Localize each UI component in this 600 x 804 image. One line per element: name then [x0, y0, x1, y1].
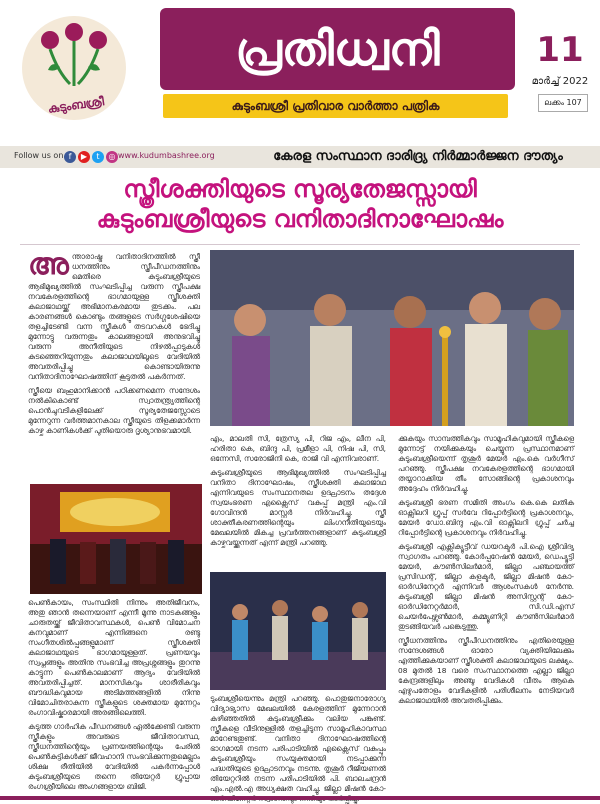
dance-photo-image [210, 572, 386, 690]
website-link[interactable]: www.kudumbashree.org [118, 151, 215, 160]
footer-rule [0, 796, 600, 800]
article-headline [30, 174, 570, 234]
paragraph: എം, മാലതി സി, ത്രേസ്യ പി, റിജ എം, ലീന പി, ഹരിതാ കെ, ബിന്ദു പി, പ്രമീളാ പി, നിഷ പി, സി, ഒന്നേസി, സരോജിനി കെ, രാജി വി എന്നിവരാണ്. [210, 434, 386, 463]
stage-photo-image [30, 484, 202, 594]
column-3 [398, 434, 574, 794]
publication-subtitle: കുടുംബശ്രീ പ്രതിവാര വാർത്താ പത്രിക [163, 94, 508, 118]
photo-stage-performers [30, 484, 202, 594]
headline-divider [20, 244, 580, 245]
twitter-icon[interactable]: t [92, 151, 104, 163]
headline-line-2: കുടുംബശ്രീയുടെ വനിതാദിനാഘോഷം [96, 205, 504, 233]
paragraph: സ്ത്രീധനത്തിനും സ്ത്രീപീഡനത്തിനും എതിരെയുള്ള സന്ദേശങ്ങൾ ഓരോ വ്യക്തിയിലേക്കും എത്തിക്കുകയാണ് സ്ത്രീശക്തി കലാജാഥയുടെ ലക്ഷ്യം. 08 മുതൽ 18 വരെ സംസ്ഥാനത്തെ എല്ലാ ജില്ലാ കേന്ദ്രങ്ങളിലും അഞ്ചു വേദികൾ വീതം ആകെ എഴുപതോളം വേദികളിൽ പരിശീലനം നേടിയവർ കലാജാഥയിൽ അവതരിപ്പിക്കും. [398, 636, 574, 705]
youtube-icon[interactable]: ▶ [78, 151, 90, 163]
issue-volume: ലക്കം 107 [538, 94, 588, 112]
issue-date: മാർച്ച് 2022 [531, 76, 589, 87]
paragraph: ക്കുകയും സാമ്പത്തികവും സാമൂഹികവുമായി സ്ത്രീകളെ മുന്നോട്ട് നയിക്കുകയും ചെയ്യുന്ന പ്രസ്ഥാനമാണ് കുടുംബശ്രീയെന്ന് തൃശൂർ മേയർ എം.കെ വർഗീസ് പറഞ്ഞു. സ്ത്രീപക്ഷ നവകേരളത്തിന്റെ ഭാഗമായി തയ്യാറാക്കിയ തീം സോങ്ങിന്റെ പ്രകാശനവും അദ്ദേഹം നിർവഹിച്ചു. [398, 434, 574, 493]
paragraph: സ്ത്രീയെ ബഹുമാനിക്കാൻ പഠിക്കണമെന്ന സന്ദേശം നൽകികൊണ്ട് സ്വാതന്ത്ര്യത്തിന്റെ പൊൻചുവടികളിലേക്ക് സൂര്യതേജസ്സോടെ മുന്നേറുന്ന വർത്തമാനകാല സ്ത്രീയുടെ തിളക്കമാർന്ന കാഴ്ച കാണികൾക്ക് പുതിയൊരു ദൃശ്യാനുഭവമായി. [28, 386, 200, 435]
publication-title: പ്രതിധ്വനി [160, 8, 515, 90]
column-1-top [28, 247, 200, 478]
instagram-icon[interactable]: ◎ [106, 151, 118, 163]
masthead [0, 0, 600, 145]
kudumbashree-logo [10, 12, 140, 140]
paragraph: കുടുംബശ്രീ എക്സിക്യൂട്ടീവ് ഡയറക്ടർ പി.ഐ ശ്രീവിദ്യ സ്വാഗതം പറഞ്ഞു. കോർപ്പറേഷൻ മേയർ, ഡെപ്യൂട്ടി മേയർ, കൗൺസിലർമാർ, ജില്ലാ പഞ്ചായത്ത് പ്രസിഡന്റ്, ജില്ലാ കളക്ടർ, ജില്ലാ മിഷൻ കോ-ഓർഡിനേറ്റർ എന്നിവർ ആശംസകൾ നേർന്നു. കുടുംബശ്രീ ജില്ലാ മിഷൻ അസിസ്റ്റന്റ് കോ-ഓർഡിനേറ്റർമാർ, സി.ഡി.എസ് ചെയർപേഴ്സൺമാർ, കമ്മ്യൂണിറ്റി കൗൺസിലർമാർ തുടങ്ങിയവർ പങ്കെടുത്തു. [398, 542, 574, 631]
facebook-icon[interactable]: f [64, 151, 76, 163]
column-2-bottom [210, 694, 386, 794]
paragraph: കുടുംബശ്രീ ഭരണ സമിതി അംഗം കെ.കെ ലതിക ഓക്സിലറി ഗ്രൂപ്പ് സർവേ റിപ്പോർട്ടിന്റെ പ്രകാശനവും, മേയർ ഡോ.ബിന്ദു എം.വി ഓക്സിലറി ഗ്രൂപ്പ് ചർച്ച റിപ്പോർട്ടിന്റെ പ്രകാശനവും നിർവഹിച്ചു. [398, 498, 574, 537]
photo-dance-performance [210, 572, 386, 690]
paragraph: ന്താരാഷ്ട്ര വനിതാദിനത്തിൽ സ്ത്രീ ധനത്തിനും സ്ത്രീപീഡനത്തിനും മെതിരെ കുടുംബശ്രീയുടെ ആഭിമുഖ്യത്തിൽ സംഘടിപ്പിച്ച വരുന്ന സ്ത്രീപക്ഷ നവകേരളത്തിന്റെ ഭാഗമായുള്ള സ്ത്രീശക്തി കലാജാഥയ്ക്ക് അഭിമാനകരമായ തുടക്കം. പല കാരണങ്ങൾ കൊണ്ടും തങ്ങളുടെ സർഗ്ഗശേഷിയെ തളച്ചിടേണ്ടി വന്ന സ്ത്രീകൾ തടവറകൾ ഭേദിച്ചു മുന്നോട്ടു വരുന്നതും കാലങ്ങളായി അനുഭവിച്ചു വരുന്ന അനീതിയുടെ നിഴൽപ്പാടുകൾ കുടഞ്ഞെറിയുന്നതും കലാജാഥയിലൂടെ വേദിയിൽ അവതരിപ്പിച്ചു കൊണ്ടായിരുന്നു വനിതാദിനാഘോഷത്തിന് കൂടുതൽ പകർന്നത്. [28, 252, 200, 381]
mission-slogan: കേരള സംസ്ഥാന ദാരിദ്ര്യ നിർമ്മാർജ്ജന ദൗത്യം [273, 149, 563, 164]
column-1-bottom [28, 598, 200, 794]
paragraph: കടുത്ത ഗാർഹിക പീഡനങ്ങൾ ഏൽക്കേണ്ടി വരുന്ന സ്ത്രീകളും അവരുടെ ജീവിതാവസ്ഥ, സ്ത്രീധനത്തിന്റെയും പ്രണയത്തിന്റെയും പേരിൽ പെൺകുട്ടികൾക്ക് ജീവഹാനി സംഭവിക്കുന്നതുമെല്ലാം ശിക്ഷ രീതിയിൽ വേദിയിൽ പകർന്നപ്പോൾ കുടുംബശ്രീയുടെ തന്നെ തിയേറ്റർ ഗ്രൂപ്പായ രംഗശ്രീയിലെ അംഗങ്ങളായ ബിജി. [28, 722, 200, 791]
column-2-top [210, 434, 386, 566]
paragraph: കുടുംബശ്രീയുടെ ആഭിമുഖ്യത്തിൽ സംഘടിപ്പിച്ച വനിതാ ദിനാഘോഷം, സ്ത്രീശക്തി കലാജാഥ എന്നിവയുടെ സംസ്ഥാനതല ഉദ്ഘാടനം തദ്ദേശ സ്വയംഭരണ എക്സൈസ് വകുപ്പ് മന്ത്രി എം.വി ഗോവിന്ദൻ മാസ്റ്റർ നിർവഹിച്ചു. സ്ത്രീ ശാക്തീകരണത്തിന്റെയും ലിംഗനീതിയുടെയും മേഖലയിൽ മികച്ച പ്രവർത്തനങ്ങളാണ് കുടുംബശ്രീ കാഴ്ചവയ്ക്കുന്നത് എന്ന് മന്ത്രി പറഞ്ഞു. [210, 468, 386, 547]
issue-number: 11 [536, 30, 584, 70]
photo-lamp-lighting-ceremony [210, 250, 574, 426]
follow-bar [0, 146, 600, 168]
follow-label: Follow us on [14, 151, 64, 160]
paragraph: പെൺകായം, സംസ്ഥിതി നിന്നും അതിജീവനം, അതു ഞാൻ തന്നെയാണ് എന്നീ മൂന്നു നാടകങ്ങളും ചാരുതയ്ക്ക് ജീവിതാവസ്ഥകൾ, പെൺ വിമോചന കനവുമാണ് എന്നിങ്ങനെ രണ്ടു സംഗീതശിൽപ്പങ്ങളുമാണ് സ്ത്രീശക്തി കലാജാഥയുടെ ഭാഗമായുള്ളത്. പ്രണയവും സ്വപ്നങ്ങളും അതിനു സംഭവിച്ച അപ്രശ്നങ്ങളും തുറന്നു കാട്ടുന്ന പെൺകാലമാണ് ആദ്യം വേദിയിൽ അവതരിപ്പിച്ചത്. മാനസികവും ശാരീരികവും ബൗദ്ധികവുമായ അടിമത്തങ്ങളിൽ നിന്നു വിമോചിതരാകുന്ന സ്ത്രീകളുടെ ശക്തമായ മുന്നേറ്റം രംഗാവിഷ്കാരമായി അരങ്ങിലെത്തി. [28, 598, 200, 717]
headline-line-1: സ്ത്രീശക്തിയുടെ സൂര്യതേജസ്സായി [123, 175, 477, 203]
logo-wordmark: കുടുംബശ്രീ [46, 94, 105, 116]
dropcap: അ [28, 247, 69, 282]
ceremony-photo-image [210, 250, 574, 426]
paragraph: ടുംബശ്രീയെന്നും മന്ത്രി പറഞ്ഞു. പൊതുജനാരോഗ്യ വിദ്യാഭ്യാസ മേഖലയിൽ കേരളത്തിന് മുന്നേറാൻ കഴിഞ്ഞതിൽ കുടുംബശ്രീക്കും വലിയ പങ്കുണ്ട്. സ്ത്രീകളെ വീടിനുള്ളിൽ തളച്ചിടുന്ന സാമൂഹികാവസ്ഥ മാറേണ്ടതുണ്ട്. വനിതാ ദിനാഘോഷത്തിന്റെ ഭാഗമായി നടന്ന പരിപാടിയിൽ എക്സൈസ് വകുപ്പും കുടുംബശ്രീയും സംയുക്തമായി നടപ്പാക്കുന്ന പദ്ധതിയുടെ ഉദ്ഘാടനവും നടന്നു. തൃശൂർ റീജിയണൽ തിയേറ്ററിൽ നടന്ന പരിപാടിയിൽ പി. ബാലചന്ദ്രൻ എം.എൽ.എ അധ്യക്ഷത വഹിച്ചു. ജില്ലാ മിഷൻ കോ- [210, 694, 386, 793]
